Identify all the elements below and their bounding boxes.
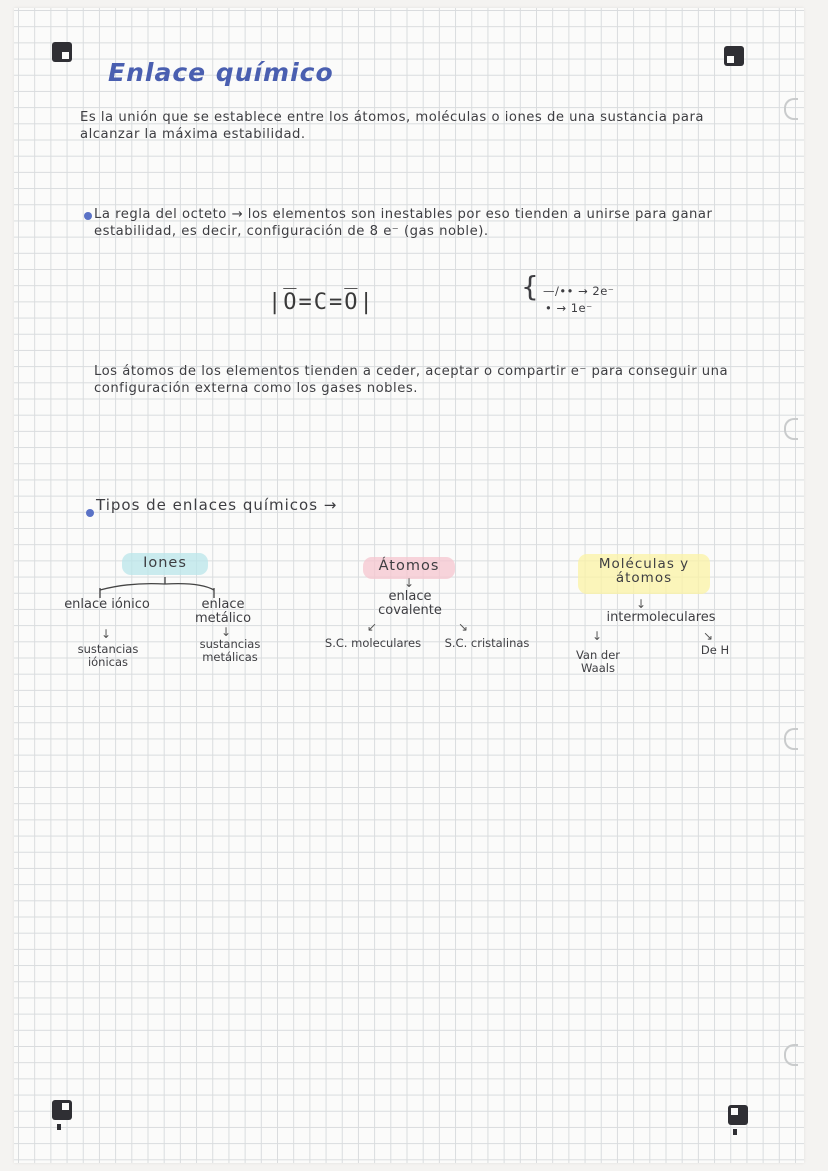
- legend-line: —/•• → 2e⁻: [543, 284, 615, 298]
- corner-mark-icon: [728, 1105, 748, 1125]
- down-arrow-icon: ↓: [101, 627, 112, 641]
- legend-line: • → 1e⁻: [545, 301, 593, 315]
- corner-tick-icon: [57, 1124, 61, 1130]
- bullet-icon: [86, 509, 94, 517]
- tree-node-moleculas: Moléculas y átomos: [598, 556, 690, 586]
- down-arrow-icon: ↓: [592, 629, 603, 643]
- page-title: Enlace químico: [108, 58, 334, 87]
- tree-node-de-h: De H: [700, 643, 730, 657]
- tree-node-enlace-ionico: enlace iónico: [64, 597, 150, 612]
- down-arrow-icon: ↓: [404, 576, 415, 590]
- tree-node-van-der-waals: Van der Waals: [575, 648, 621, 675]
- binder-ring: [784, 728, 798, 750]
- tree-node-iones: Iones: [143, 555, 187, 571]
- brace-icon: {: [521, 270, 540, 303]
- tree-node-atomos: Átomos: [378, 558, 440, 574]
- binder-ring: [784, 1044, 798, 1066]
- binder-ring: [784, 98, 798, 120]
- down-arrow-icon: ↘: [458, 620, 469, 634]
- octet-rule-paragraph: La regla del octeto → los elementos son inestables por eso tienden a unirse para ganar estabilidad, es decir, configuración de 8 e⁻ (gas noble).: [94, 207, 713, 239]
- tree-node-sustancias-metalicas: sustancias metálicas: [199, 637, 261, 664]
- corner-mark-icon: [52, 1100, 72, 1120]
- tree-node-intermoleculares: intermoleculares: [606, 610, 716, 625]
- atoms-paragraph: Los átomos de los elementos tienden a ceder, aceptar o compartir e⁻ para conseguir una configuración externa como los gases nobles.: [94, 364, 729, 396]
- tree-node-sc-cristalinas: S.C. cristalinas: [444, 636, 530, 650]
- down-arrow-icon: ↙: [367, 620, 378, 634]
- section-heading: Tipos de enlaces químicos →: [96, 496, 338, 514]
- co2-lewis-formula: |O̅=C=O̅|: [268, 290, 375, 315]
- down-arrow-icon: ↘: [703, 629, 714, 643]
- tree-node-sustancias-ionicas: sustancias iónicas: [77, 642, 139, 669]
- down-arrow-icon: ↓: [221, 625, 232, 639]
- tree-node-enlace-metalico: enlace metálico: [194, 597, 252, 626]
- corner-mark-icon: [52, 42, 72, 62]
- corner-tick-icon: [733, 1129, 737, 1135]
- tree-node-enlace-covalente: enlace covalente: [378, 589, 442, 618]
- tree-node-sc-moleculares: S.C. moleculares: [324, 636, 422, 650]
- down-arrow-icon: ↓: [636, 597, 647, 611]
- corner-mark-icon: [724, 46, 744, 66]
- definition-paragraph: Es la unión que se establece entre los átomos, moléculas o iones de una sustancia para alcanzar la máxima estabilidad.: [80, 110, 704, 142]
- bullet-icon: [84, 212, 92, 220]
- binder-ring: [784, 418, 798, 440]
